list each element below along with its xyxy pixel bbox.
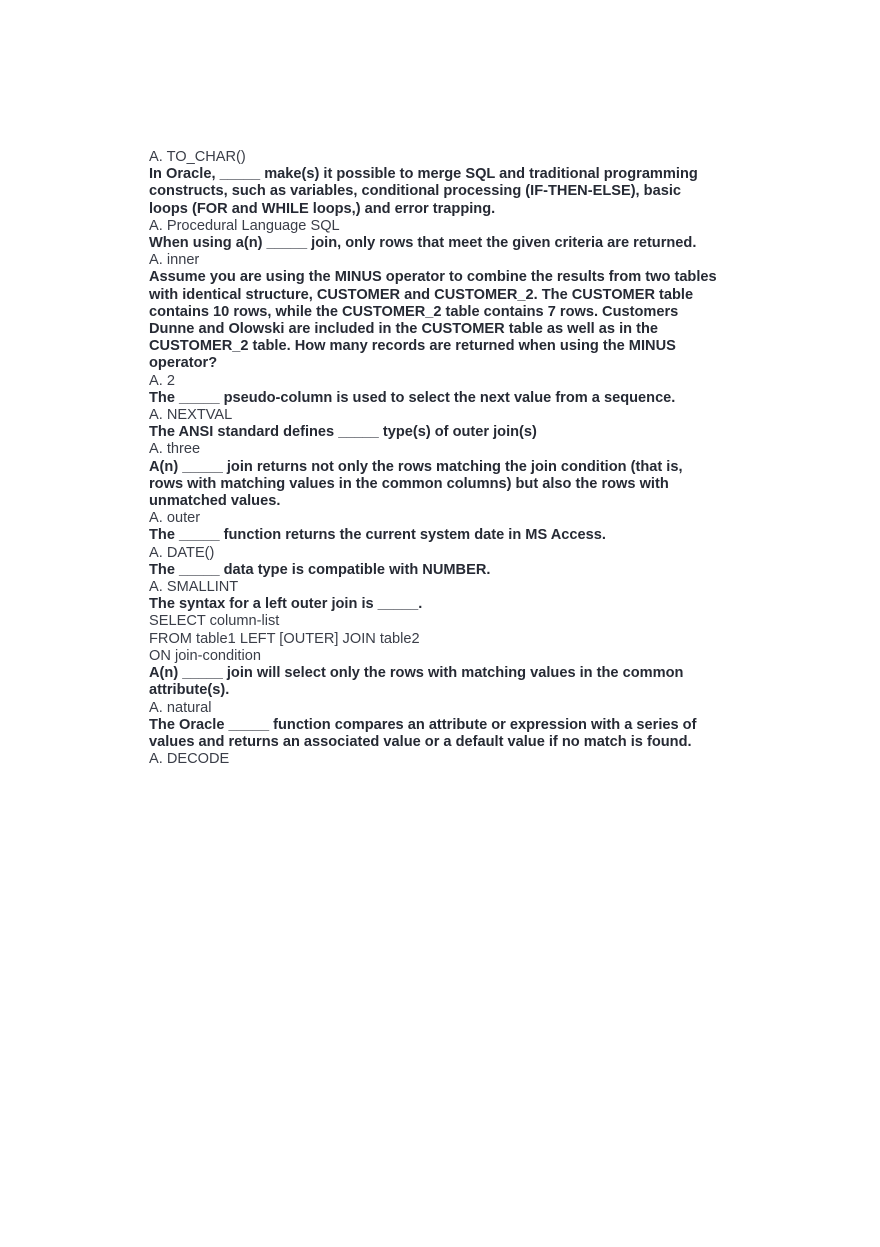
question-line: constructs, such as variables, conditional processing (IF-THEN-ELSE), basic xyxy=(149,183,681,200)
question-line: loops (FOR and WHILE loops,) and error trapping. xyxy=(149,200,496,217)
question-line: The Oracle _____ function compares an attribute or expression with a series of xyxy=(149,716,697,733)
answer-line: A. NEXTVAL xyxy=(149,407,233,424)
question-text xyxy=(149,269,739,372)
question-line: unmatched values. xyxy=(149,493,281,510)
question-line: The syntax for a left outer join is _____. xyxy=(149,596,423,613)
answer-line: A. Procedural Language SQL xyxy=(149,217,340,234)
answer-text xyxy=(149,252,739,269)
question-text xyxy=(149,717,739,751)
answer-line: A. SMALLINT xyxy=(149,579,239,596)
answer-text xyxy=(149,613,739,665)
question-line: A(n) _____ join returns not only the rows matching the join condition (that is, xyxy=(149,458,683,475)
question-line: When using a(n) _____ join, only rows that meet the given criteria are returned. xyxy=(149,235,697,252)
answer-line: A. 2 xyxy=(149,372,175,389)
answer-text xyxy=(149,149,739,166)
question-text xyxy=(149,562,739,579)
question-line: values and returns an associated value or a default value if no match is found. xyxy=(149,733,692,750)
question-line: operator? xyxy=(149,355,218,372)
answer-line: SELECT column-list xyxy=(149,613,280,630)
question-line: The _____ pseudo-column is used to select the next value from a sequence. xyxy=(149,389,676,406)
question-text xyxy=(149,235,739,252)
answer-line: A. outer xyxy=(149,510,201,527)
question-text xyxy=(149,596,739,613)
question-line: rows with matching values in the common columns) but also the rows with xyxy=(149,475,669,492)
answer-text xyxy=(149,700,739,717)
answer-line: A. natural xyxy=(149,699,212,716)
question-line: The _____ function returns the current system date in MS Access. xyxy=(149,527,606,544)
answer-text xyxy=(149,510,739,527)
answer-text xyxy=(149,545,739,562)
answer-line: A. DATE() xyxy=(149,544,215,561)
question-text xyxy=(149,665,739,699)
question-text xyxy=(149,424,739,441)
answer-line: A. DECODE xyxy=(149,751,230,768)
question-line: In Oracle, _____ make(s) it possible to merge SQL and traditional programming xyxy=(149,166,698,183)
question-line: contains 10 rows, while the CUSTOMER_2 table contains 7 rows. Customers xyxy=(149,303,679,320)
answer-line: A. three xyxy=(149,441,201,458)
answer-line: A. inner xyxy=(149,252,200,269)
question-line: Assume you are using the MINUS operator to combine the results from two tables xyxy=(149,269,717,286)
answer-line: A. TO_CHAR() xyxy=(149,149,246,165)
answer-text xyxy=(149,751,739,768)
question-text xyxy=(149,166,739,218)
question-line: Dunne and Olowski are included in the CUSTOMER table as well as in the xyxy=(149,321,658,338)
answer-text xyxy=(149,218,739,235)
qa-content xyxy=(149,149,739,768)
answer-text xyxy=(149,407,739,424)
answer-line: ON join-condition xyxy=(149,647,261,664)
question-line: The _____ data type is compatible with NUMBER. xyxy=(149,561,491,578)
question-line: attribute(s). xyxy=(149,682,230,699)
question-text xyxy=(149,390,739,407)
question-line: A(n) _____ join will select only the rows with matching values in the common xyxy=(149,665,684,682)
answer-line: FROM table1 LEFT [OUTER] JOIN table2 xyxy=(149,630,420,647)
question-line: CUSTOMER_2 table. How many records are returned when using the MINUS xyxy=(149,338,676,355)
question-text xyxy=(149,459,739,511)
question-text xyxy=(149,527,739,544)
question-line: with identical structure, CUSTOMER and CUSTOMER_2. The CUSTOMER table xyxy=(149,286,694,303)
answer-text xyxy=(149,373,739,390)
question-line: The ANSI standard defines _____ type(s) of outer join(s) xyxy=(149,424,537,441)
answer-text xyxy=(149,579,739,596)
answer-text xyxy=(149,441,739,458)
